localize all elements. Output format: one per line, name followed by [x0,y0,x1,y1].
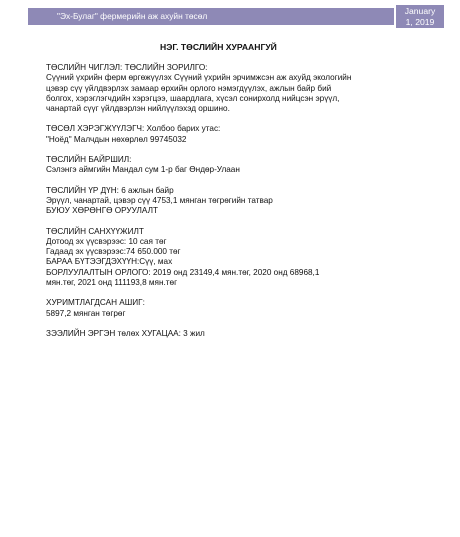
direction-heading: ТӨСЛИЙН ЧИГЛЭЛ: ТӨСЛИЙН ЗОРИЛГО: [46,63,208,72]
sales-line: мян.төг, 2021 онд 111193,8 мян.төг [46,278,178,288]
date-box [396,5,444,28]
loan-term: ЗЭЭЛИЙН ЭРГЭН төлөх ХУГАЦАА: 3 жил [46,328,205,338]
finance-external: Гадаад эх үүсвэрээс:74 650.000 төг [46,247,181,257]
implementer-heading: ТӨСӨЛ ХЭРЭГЖҮҮЛЭГЧ: Холбоо барих утас: [46,124,221,134]
sales-line: БОРЛУУЛАЛТЫН ОРЛОГО: 2019 онд 23149,4 мян.төг, 2020 онд 68968,1 [46,267,320,277]
location-value: Сэлэнгэ аймгийн Мандал сум 1-р баг Өндөр-Улаан [46,165,240,175]
implementer-contact: "Ноёд" Малчдын нөхөрлөл 99745032 [46,134,187,144]
direction-text-line: Сүүний үхрийн ферм өргөжүүлэх Сүүний үхрийн эрчимжсэн аж ахуйд экологийн [46,73,352,83]
date-line-day-year: 1, 2019 [405,16,435,27]
products-line: БАРАА БҮТЭЭГДЭХҮҮН:Сүү, мах [46,257,173,267]
summary-content [46,63,418,339]
direction-text-line: чанартай сүүг үйлдвэрлэн нийлүүлэхэд оршино. [46,104,230,114]
profit-heading: ХУРИМТЛАГДСАН АШИГ: [46,298,145,308]
direction-text-line: болгох, хэрэглэгчдийн хэрэгцээ, шаардлага, хүсэл сонирхолд нийцсэн эрүүл, [46,93,340,103]
page-title: НЭГ. ТӨСЛИЙН ХУРААНГУЙ [160,42,277,52]
result-heading: ТӨСЛИЙН ҮР ДҮН: 6 ажлын байр [46,185,174,195]
result-line: БУЮУ ХӨРӨНГӨ ОРУУЛАЛТ [46,206,158,216]
date-line-month: January [404,6,436,16]
finance-internal: Дотоод эх үүсвэрээс: 10 сая төг [46,236,167,246]
location-heading: ТӨСЛИЙН БАЙРШИЛ: [46,155,132,165]
header-title: "Эх-Булаг" фермерийн аж ахуйн төсөл [57,11,208,21]
date-text [396,5,444,28]
direction-text-line: цэвэр сүү үйлдвэрлэх замаар өрхийн орлого нэмэгдүүлэх, ажлын байр бий [46,83,332,93]
finance-heading: ТӨСЛИЙН САНХҮҮЖИЛТ [46,226,144,236]
profit-value: 5897,2 мянган төгрөг [46,308,126,318]
result-line: Эрүүл, чанартай, цэвэр сүү 4753,1 мянган төгрөгийн татвар [46,195,273,205]
